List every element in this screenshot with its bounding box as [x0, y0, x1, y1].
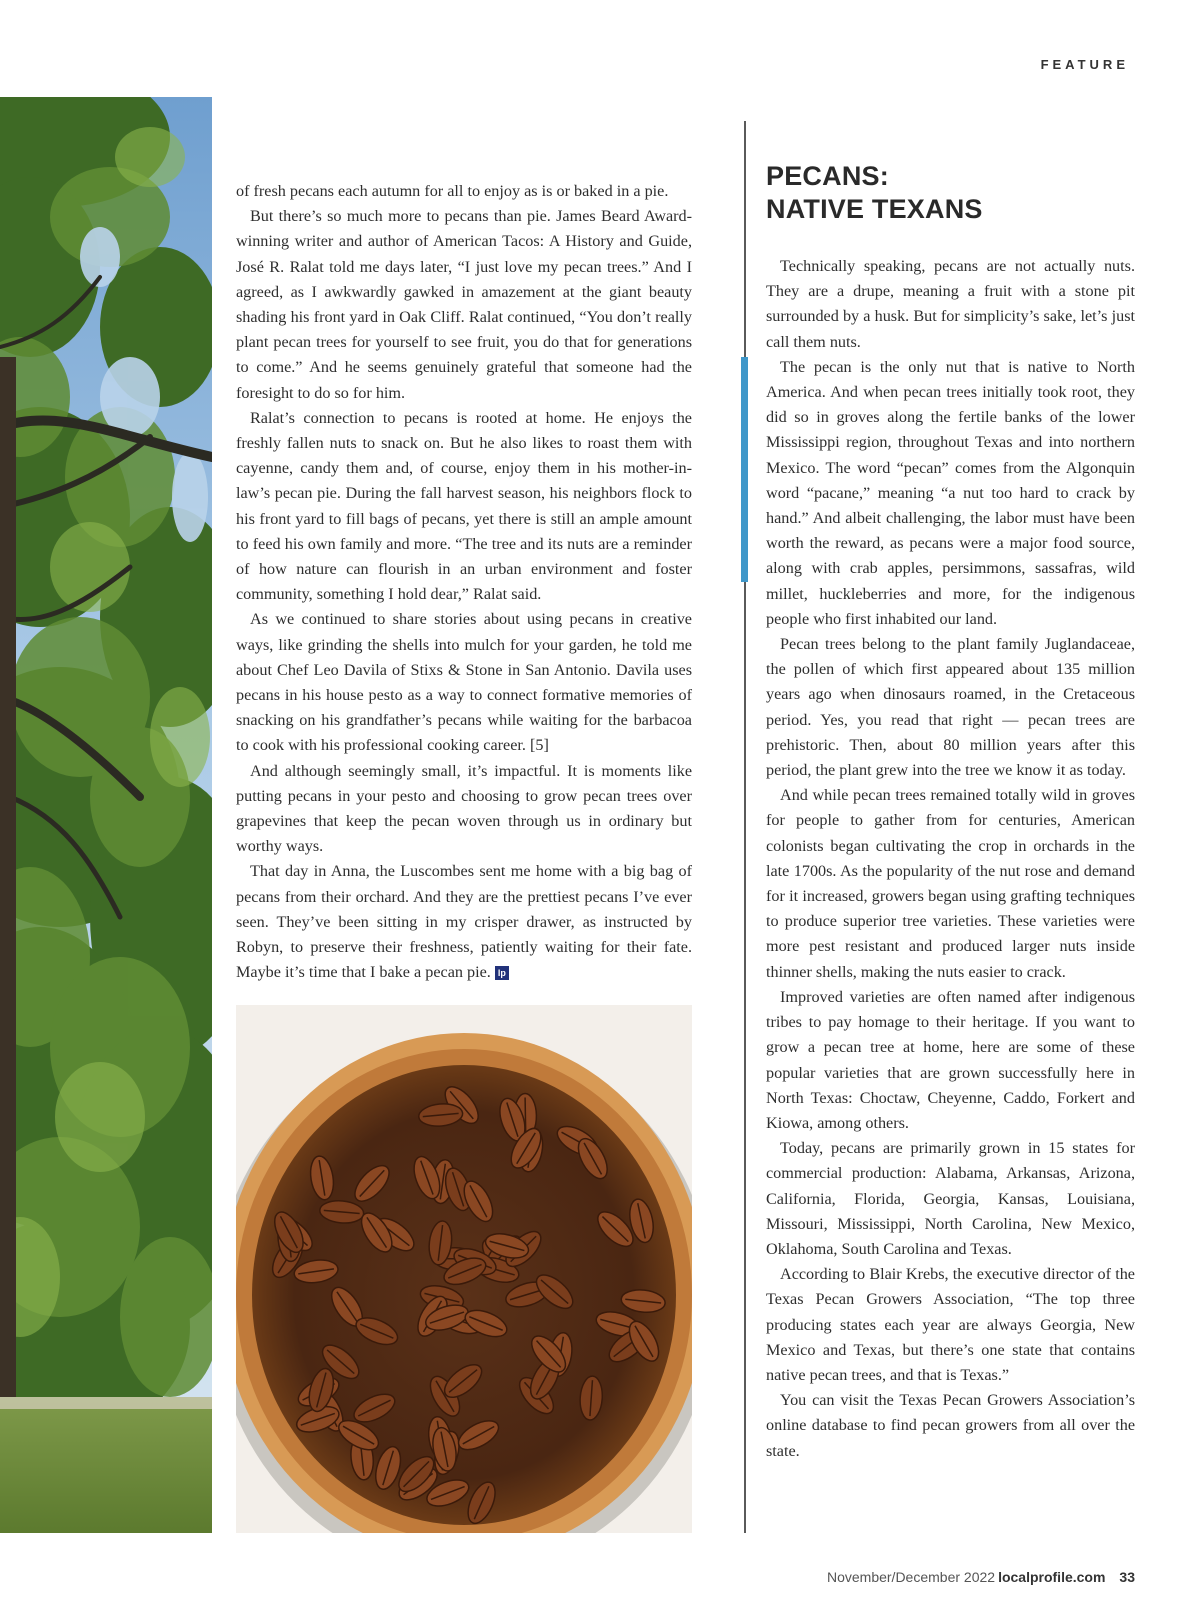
- column-divider: [744, 121, 746, 1533]
- article-paragraph: And although seemingly small, it’s impactful. It is moments like putting pecans in your pesto and choosing to grow pecan trees over grapevines that keep the pecan woven through us in ordinary but worthy ways.: [236, 761, 692, 856]
- sidebar-title-line: NATIVE TEXANS: [766, 194, 983, 224]
- sidebar-paragraph: Improved varieties are often named after indigenous tribes to pay homage to their heritage. If you want to grow a pecan tree at home, here are some of these popular varieties that are grown successfully here in North Texas: Choctaw, Cheyenne, Caddo, Forkert and Kiowa, among others.: [766, 987, 1135, 1132]
- pecan-pie-photo: [236, 1005, 692, 1533]
- sidebar-title: [766, 160, 1136, 226]
- sidebar-paragraph: Technically speaking, pecans are not actually nuts. They are a drupe, meaning a fruit with a stone pit surrounded by a husk. But for simplicity’s sake, let’s just call them nuts.: [766, 257, 1135, 351]
- page-number: 33: [1119, 1569, 1135, 1585]
- article-paragraph: As we continued to share stories about using pecans in creative ways, like grinding the shells into mulch for your garden, he told me about Chef Leo Davila of Stixs & Stone in San Antonio. Davila uses pecans in his house pesto as a way to connect formative memories of snacking on his grandfather’s pecans while waiting for the barbacoa to cook with his professional cooking career. [5]: [236, 610, 692, 755]
- sidebar-paragraph: The pecan is the only nut that is native to North America. And when pecan trees initially took root, they did so in groves along the fertile banks of the lower Mississippi region, throughout Texas and into northern Mexico. The word “pecan” comes from the Algonquin word “pacane,” meaning “a nut too hard to crack by hand.” And albeit challenging, the labor must have been worth the reward, as pecans were a major food source, along with crab apples, persimmons, sassafras, wild millet, huckleberries and more, for the indigenous people who first inhabited our land.: [766, 357, 1135, 628]
- tree-photo: [0, 97, 212, 1533]
- accent-bar: [741, 357, 748, 582]
- section-label: FEATURE: [1040, 57, 1129, 72]
- article-paragraph: But there’s so much more to pecans than pie. James Beard Award-winning writer and author of American Tacos: A History and Guide, José R. Ralat told me days later, “I just love my pecan trees.” And I agreed, as I awkwardly gawked in amazement at the giant beauty shading his front yard in Oak Cliff. Ralat continued, “You don’t really plant pecan trees for yourself to see fruit, you do that for generations to come.” And he seems genuinely grateful that someone had the foresight to do so for him.: [236, 207, 692, 402]
- sidebar-title-line: PECANS:: [766, 161, 889, 191]
- article-paragraph: Ralat’s connection to pecans is rooted at home. He enjoys the freshly fallen nuts to snack on. But he also likes to roast them with cayenne, candy them and, of course, enjoy them in his mother-in-law’s pecan pie. During the fall harvest season, his neighbors flock to his front yard to fill bags of pecans, yet there is still an ample amount to feed his own family and more. “The tree and its nuts are a reminder of how nature can flourish in an urban environment and foster community, something I hold dear,” Ralat said.: [236, 408, 692, 604]
- sidebar-body: [766, 254, 1135, 1464]
- sidebar-paragraph: And while pecan trees remained totally wild in groves for people to gather from for centuries, American colonists began cultivating the crop in orchards in the late 1700s. As the popularity of the nut rose and demand for it increased, growers began using grafting techniques to produce superior tree varieties. These varieties were more pest resistant and produced larger nuts inside thinner shells, making the nuts easier to crack.: [766, 786, 1135, 981]
- article-last-paragraph: [236, 859, 692, 985]
- sidebar-paragraph: Pecan trees belong to the plant family Juglandaceae, the pollen of which first appeared about 135 million years ago when dinosaurs roamed, in the Cretaceous period. Yes, you read that right — pecan trees are prehistoric. Then, about 80 million years after this period, the plant grew into the tree we know it as today.: [766, 635, 1135, 780]
- sidebar-paragraph: Today, pecans are primarily grown in 15 states for commercial production: Alabama, Arkansas, Arizona, California, Florida, Georgia, Kansas, Louisiana, Missouri, Mississippi, North Carolina, New Mexico, Oklahoma, South Carolina and Texas.: [766, 1139, 1135, 1258]
- end-mark-icon: lp: [495, 966, 509, 980]
- sidebar-paragraph: According to Blair Krebs, the executive director of the Texas Pecan Growers Association, “The top three producing states each year are always Georgia, New Mexico and Texas, but there’s one state that contains native pecan trees, and that is Texas.”: [766, 1265, 1135, 1384]
- article-paragraph-text: That day in Anna, the Luscombes sent me home with a big bag of pecans from their orchard. And they are the prettiest pecans I’ve ever seen. They’ve been sitting in my crisper drawer, as instructed by Robyn, to preserve their freshness, patiently waiting for their fate. Maybe it’s time that I bake a pecan pie.: [236, 862, 692, 982]
- article-paragraph: of fresh pecans each autumn for all to enjoy as is or baked in a pie.: [236, 182, 669, 200]
- site-name: localprofile.com: [998, 1569, 1106, 1585]
- main-article: [236, 179, 692, 986]
- page-footer: [827, 1569, 1135, 1585]
- issue-date: November/December 2022: [826, 1569, 996, 1585]
- sidebar-paragraph: You can visit the Texas Pecan Growers Association’s online database to find pecan growers from all over the state.: [766, 1391, 1135, 1460]
